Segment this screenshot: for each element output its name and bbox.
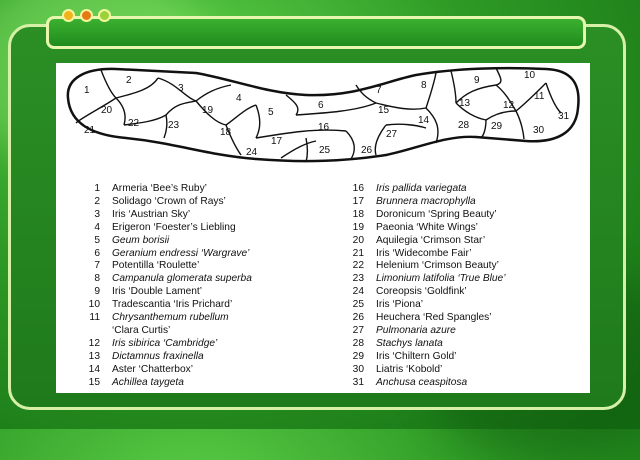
plant-name: Aster ‘Chatterbox’ [112, 363, 193, 375]
plant-name: Iris ‘Double Lament’ [112, 286, 203, 298]
bed-label: 5 [268, 107, 274, 118]
plant-name: Achillea taygeta [112, 376, 184, 388]
plant-row [72, 260, 327, 273]
plant-number: 11 [89, 312, 100, 324]
plant-name: Armeria ‘Bee’s Ruby’ [112, 183, 207, 194]
plant-name: Chrysanthemum rubellum [112, 312, 229, 324]
plant-row [72, 351, 327, 364]
plant-name: Iris sibirica ‘Cambridge’ [112, 337, 218, 349]
plant-number: 2 [94, 195, 100, 207]
plant-number: 17 [352, 195, 364, 207]
plant-number: 25 [352, 299, 364, 311]
plant-number: 4 [94, 221, 100, 233]
plant-row [72, 196, 327, 209]
plant-name: Iris ‘Piona’ [376, 299, 423, 311]
plant-number: 19 [352, 221, 364, 233]
plant-row [72, 235, 327, 248]
bed-label: 9 [474, 75, 480, 86]
plant-row [336, 312, 586, 325]
plant-name: Liatris ‘Kobold’ [376, 363, 443, 375]
plant-row [336, 351, 586, 364]
plant-row [336, 196, 586, 209]
bed-label: 15 [378, 105, 390, 116]
plant-name: Iris ‘Austrian Sky’ [112, 208, 191, 220]
plant-number: 13 [88, 350, 100, 362]
bed-label: 25 [319, 145, 331, 156]
bed-label: 27 [386, 129, 398, 140]
plant-name: Doronicum ‘Spring Beauty’ [376, 208, 497, 220]
plant-number: 22 [352, 260, 364, 272]
plant-number: 23 [352, 273, 364, 285]
bed-label: 13 [459, 98, 471, 109]
plant-number: 29 [352, 350, 364, 362]
bed-label: 3 [178, 83, 184, 94]
plant-row [72, 209, 327, 222]
plant-row [336, 248, 586, 261]
plant-number: 21 [352, 247, 364, 259]
title-bar [46, 16, 586, 49]
bed-label: 17 [271, 136, 283, 147]
plant-row [336, 338, 586, 351]
plant-name: Limonium latifolia ‘True Blue’ [376, 273, 506, 285]
plant-number: 28 [352, 337, 364, 349]
bed-label: 24 [246, 147, 258, 158]
plant-row [336, 325, 586, 338]
bed-label: 4 [236, 93, 242, 104]
plant-number: 31 [352, 376, 364, 388]
plant-name: Campanula glomerata superba [112, 273, 252, 285]
plant-name: Helenium ‘Crimson Beauty’ [376, 260, 499, 272]
bed-label: 12 [503, 100, 515, 111]
plant-number: 14 [88, 363, 100, 375]
bed-label: 29 [491, 121, 503, 132]
bed-label: 31 [558, 111, 570, 122]
plant-number: 8 [94, 273, 100, 285]
plant-number: 7 [94, 260, 100, 272]
bed-label: 2 [126, 75, 132, 86]
plant-name: ‘Clara Curtis’ [112, 324, 171, 336]
plant-name: Geranium endressi ‘Wargrave’ [112, 247, 250, 259]
plant-row [336, 273, 586, 286]
bed-label: 1 [84, 85, 90, 96]
plant-row [72, 183, 327, 196]
plant-number: 24 [352, 286, 364, 298]
plant-row [336, 299, 586, 312]
bed-label: 10 [524, 70, 536, 81]
plant-number: 12 [88, 337, 100, 349]
bed-label: 26 [361, 145, 373, 156]
window-dot-green[interactable] [98, 9, 111, 22]
plant-name: Brunnera macrophylla [376, 195, 476, 207]
plant-number: 6 [94, 247, 100, 259]
plant-number: 9 [94, 286, 100, 298]
bed-label: 19 [202, 105, 214, 116]
plant-name: Potentilla ‘Roulette’ [112, 260, 200, 272]
plant-number: 10 [88, 299, 100, 311]
plant-row [72, 273, 327, 286]
plant-number: 3 [94, 208, 100, 220]
planting-plan-panel [56, 63, 590, 393]
plant-number: 20 [352, 234, 364, 246]
plant-name: Aquilegia ‘Crimson Star’ [376, 234, 486, 246]
bed-label: 16 [318, 122, 330, 133]
plant-name: Geum borisii [112, 234, 170, 246]
plant-row [72, 364, 327, 377]
plant-row [336, 286, 586, 299]
plant-row [336, 209, 586, 222]
plant-number: 15 [88, 376, 100, 388]
plant-name: Stachys lanata [376, 337, 443, 349]
bed-label: 22 [128, 118, 140, 129]
window-dot-orange[interactable] [80, 9, 93, 22]
plant-row [72, 312, 327, 325]
plant-name: Pulmonaria azure [376, 324, 456, 336]
plant-number: 1 [94, 183, 100, 194]
plant-name: Paeonia ‘White Wings’ [376, 221, 478, 233]
plant-number: 16 [352, 183, 364, 194]
plant-row [72, 299, 327, 312]
bed-label: 11 [534, 91, 545, 102]
bed-label: 21 [84, 125, 96, 136]
plant-row [336, 364, 586, 377]
plant-name: Erigeron ‘Foester’s Liebling [112, 221, 236, 233]
bed-label: 23 [168, 120, 180, 131]
bed-label: 20 [101, 105, 113, 116]
bed-label: 7 [376, 85, 382, 96]
plant-row [72, 222, 327, 235]
bed-label: 8 [421, 80, 427, 91]
plant-name: Iris ‘Chiltern Gold’ [376, 350, 457, 362]
plant-number: 30 [352, 363, 364, 375]
plant-name: Heuchera ‘Red Spangles’ [376, 312, 492, 324]
plant-row [72, 286, 327, 299]
bed-label: 30 [533, 125, 545, 136]
plant-row-continuation [72, 325, 327, 338]
plant-name: Tradescantia ‘Iris Prichard’ [112, 299, 233, 311]
plant-name: Iris pallida variegata [376, 183, 467, 194]
plant-number: 18 [352, 208, 364, 220]
bed-label: 6 [318, 100, 324, 111]
bed-label: 18 [220, 127, 232, 138]
plant-name: Solidago ‘Crown of Rays’ [112, 195, 226, 207]
plant-row [336, 222, 586, 235]
plant-row [72, 248, 327, 261]
plant-name: Iris ‘Widecombe Fair’ [376, 247, 472, 259]
bed-label: 28 [458, 120, 470, 131]
plant-name: Dictamnus fraxinella [112, 350, 204, 362]
plant-list-left [72, 183, 327, 390]
plant-row [336, 377, 586, 390]
plant-row [72, 338, 327, 351]
plant-number: 27 [352, 324, 364, 336]
plant-row [336, 260, 586, 273]
border-planting-diagram [56, 63, 590, 173]
plant-number: 26 [352, 312, 364, 324]
bed-label: 14 [418, 115, 430, 126]
plant-row [336, 183, 586, 196]
plant-list-right [336, 183, 586, 390]
plant-number: 5 [94, 234, 100, 246]
plant-row [336, 235, 586, 248]
plant-name: Anchusa ceaspitosa [376, 376, 468, 388]
plant-row [72, 377, 327, 390]
window-dot-yellow[interactable] [62, 9, 75, 22]
plant-name: Coreopsis ‘Goldfink’ [376, 286, 467, 298]
